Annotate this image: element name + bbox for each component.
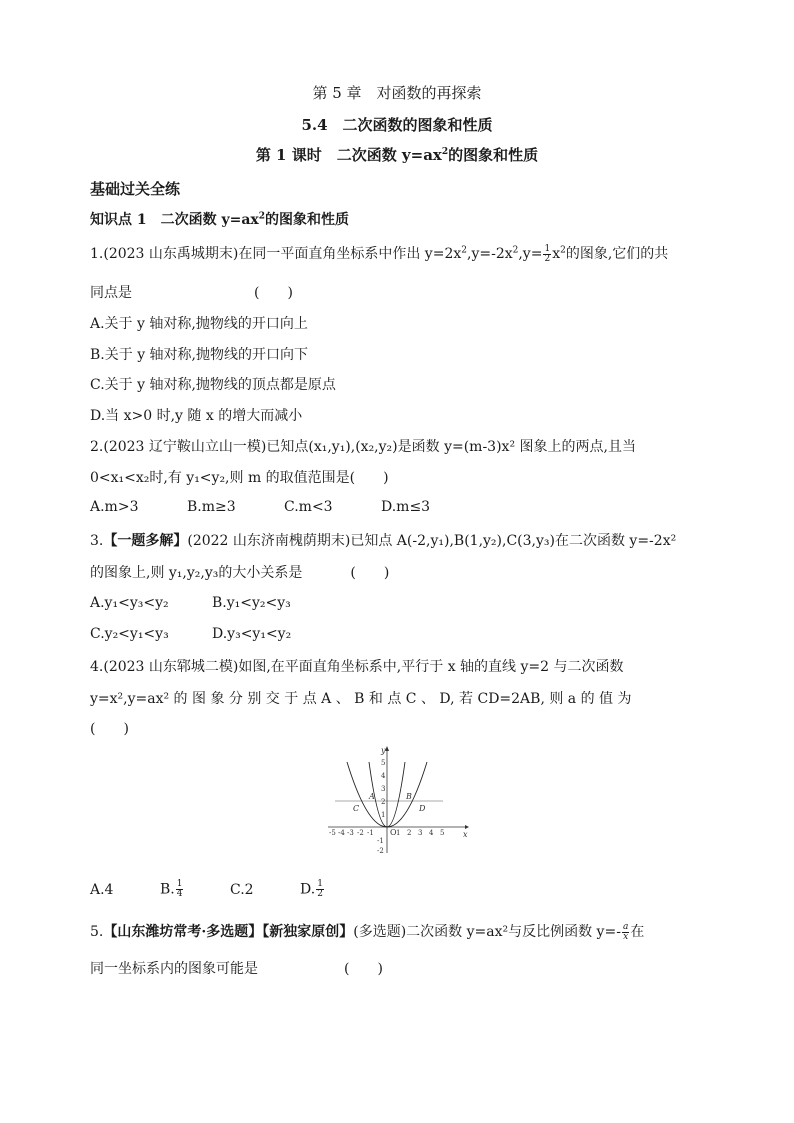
y-tick: 3: [381, 785, 386, 793]
q3-options-row1: [90, 595, 291, 611]
q4-option-a: A.4: [90, 881, 114, 898]
q2-option-c: C.m<3: [284, 499, 333, 515]
y-axis-label: y: [381, 746, 386, 755]
q3-line1: 3.【一题多解】(2022 山东济南槐荫期末)已知点 A(-2,y₁),B(1,y₂),C(3,y₃)在二次函数 y=-2x²: [90, 533, 677, 549]
y-tick: 5: [381, 759, 386, 767]
x-tick: 2: [407, 829, 412, 837]
q5-line2: 同一坐标系内的图象可能是 ( ): [90, 961, 383, 977]
point-label-d: D: [419, 804, 426, 813]
q4-line1: 4.(2023 山东郓城二模)如图,在平面直角坐标系中,平行于 x 轴的直线 y=2 与二次函数: [90, 659, 624, 675]
origin-label: O: [390, 828, 397, 837]
chapter-title: 第 5 章 对函数的再探索: [312, 84, 482, 102]
x-tick: 1: [396, 829, 401, 837]
q5-fraction: $\frac{a}{x}$: [622, 921, 629, 942]
q4-option-c: C.2: [230, 881, 254, 898]
q4-line3: ( ): [90, 721, 129, 737]
q3-option-a: A.y₁<y₃<y₂: [90, 595, 169, 611]
q5-tags: 【山东潍坊常考·多选题】【新独家原创】: [103, 924, 354, 940]
x-tick: -2: [357, 829, 364, 837]
y-axis-arrow-icon: [385, 746, 389, 751]
x-axis-arrow-icon: [465, 825, 469, 829]
y-tick: 1: [381, 811, 386, 819]
x-tick: 3: [418, 829, 423, 837]
q3-tag: 【一题多解】: [103, 533, 188, 549]
q3-options-row2: [90, 626, 291, 642]
q4-options: [90, 880, 325, 899]
x-tick: 5: [440, 829, 445, 837]
q1-option-a: A.关于 y 轴对称,抛物线的开口向上: [90, 316, 308, 332]
x-tick: -5: [329, 829, 336, 837]
q4-option-d: D. $\frac{1}{2}$: [300, 879, 323, 899]
x-tick: -1: [367, 829, 374, 837]
q2-line2: 0<x₁<x₂时,有 y₁<y₂,则 m 的取值范围是( ): [90, 470, 389, 486]
point-label-a: A: [369, 792, 375, 801]
q4-parabola-graph: [325, 745, 470, 857]
section-title: 5.4 二次函数的图象和性质: [301, 116, 493, 134]
y-tick: -1: [377, 837, 384, 845]
q2-option-a: A.m>3: [90, 499, 139, 515]
point-label-b: B: [406, 792, 412, 801]
q1-option-d: D.当 x>0 时,y 随 x 的增大而减小: [90, 408, 303, 424]
q1-option-c: C.关于 y 轴对称,抛物线的顶点都是原点: [90, 377, 336, 393]
q5-line1: 5.【山东潍坊常考·多选题】【新独家原创】(多选题)二次函数 y=ax²与反比例函数 y=- $\frac{a}{x}$ 在: [90, 921, 645, 942]
point-label-c: C: [353, 804, 360, 813]
q1-option-b: B.关于 y 轴对称,抛物线的开口向下: [90, 347, 308, 363]
y-tick: -2: [377, 847, 384, 855]
knowledge-point-heading: 知识点 1 二次函数 $y=ax^2$的图象和性质: [90, 211, 350, 228]
y-tick: 2: [381, 798, 386, 806]
q1-line2: 同点是 ( ): [90, 285, 293, 301]
q3-option-c: C.y₂<y₁<y₃: [90, 626, 169, 642]
q3-line2: 的图象上,则 y₁,y₂,y₃的大小关系是 ( ): [90, 565, 390, 581]
q4-option-b: B. $\frac{1}{4}$: [160, 879, 183, 899]
practice-heading: 基础过关全练: [90, 180, 181, 198]
q2-option-d: D.m≤3: [381, 499, 431, 515]
x-tick: -3: [347, 829, 354, 837]
q4-line2: y=x²,y=ax² 的 图 象 分 别 交 于 点 A 、 B 和 点 C 、 D, 若 CD=2AB, 则 a 的 值 为: [90, 691, 632, 707]
q2-line1: 2.(2023 辽宁鞍山立山一模)已知点(x₁,y₁),(x₂,y₂)是函数 y=(m-3)x² 图象上的两点,且当: [90, 439, 636, 455]
lesson-title: 第 1 课时 二次函数 $y=ax^2$的图象和性质: [255, 146, 539, 164]
x-tick: -4: [338, 829, 345, 837]
x-tick: 4: [429, 829, 434, 837]
q3-option-d: D.y₃<y₁<y₂: [212, 626, 292, 642]
q3-option-b: B.y₁<y₂<y₃: [212, 595, 291, 611]
y-tick: 4: [381, 772, 386, 780]
x-axis-label: x: [463, 830, 468, 839]
q1-fraction: $\frac{1}{2}$: [544, 243, 551, 264]
q1-line1: 1.(2023 山东禹城期末)在同一平面直角坐标系中作出 $y=2x^2,y=-2x^2,y=$ $\frac{1}{2}$ $x^2$的图象,它们的共: [90, 243, 669, 264]
q2-options: [90, 499, 430, 515]
q2-option-b: B.m≥3: [187, 499, 236, 515]
